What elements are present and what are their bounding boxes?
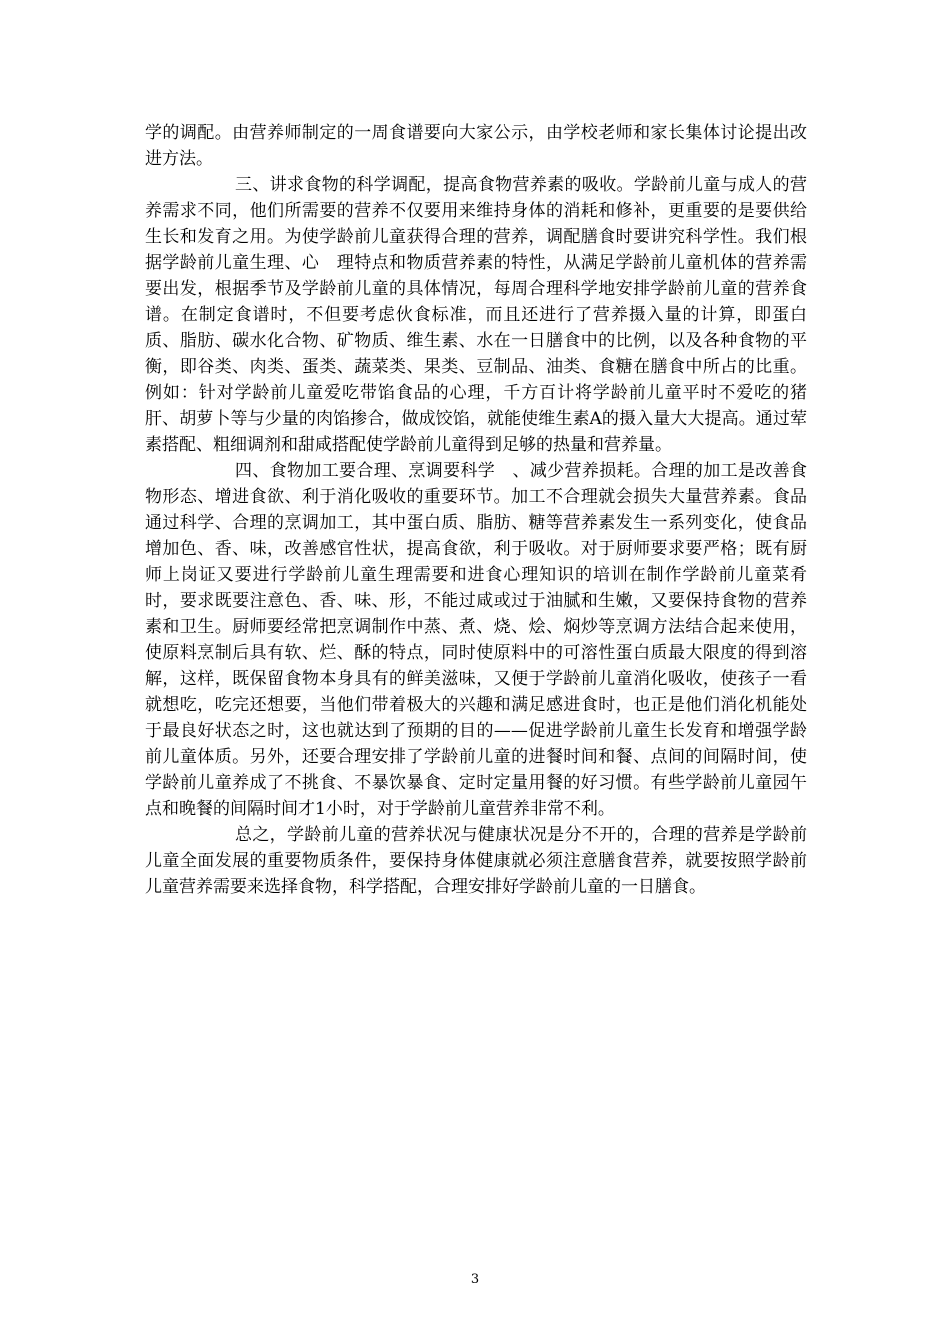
paragraph-section-four: 四、食物加工要合理、烹调要科学 、减少营养损耗。合理的加工是改善食物形态、增进食欲、利于消化吸收的重要环节。加工不合理就会损失大量营养素。食品通过科学、合理的烹调加工，其中蛋白质、脂肪、糖等营养素发生一系列变化，使食品增加色、香、味，改善感官性状，提高食欲，利于吸收。对于厨师要求要严格；既有厨师上岗证又要进行学龄前儿童生理需要和进食心理知识的培训在制作学龄前儿童菜肴时，要求既要注意色、香、味、形，不能过咸或过于油腻和生嫩，又要保持食物的营养素和卫生。厨师要经常把烹调制作中蒸、煮、烧、烩、焖炒等烹调方法结合起来使用，使原料烹制后具有软、烂、酥的特点，同时使原料中的可溶性蛋白质最大限度的得到溶解，这样，既保留食物本身具有的鲜美滋味，又便于学龄前儿童消化吸收，使孩子一看就想吃，吃完还想要，当他们带着极大的兴趣和满足感进食时，也正是他们消化机能处于最良好状态之时，这也就达到了预期的目的——促进学龄前儿童生长发育和增强学龄前儿童体质。另外，还要合理安排了学龄前儿童的进餐时间和餐、点间的间隔时间，使学龄前儿童养成了不挑食、不暴饮暴食、定时定量用餐的好习惯。有些学龄前儿童园午点和晚餐的间隔时间才1小时，对于学龄前儿童营养非常不利。 — [145, 461, 807, 819]
document-body — [145, 120, 807, 900]
paragraph-section-three: 三、讲求食物的科学调配，提高食物营养素的吸收。学龄前儿童与成人的营养需求不同，他们所需要的营养不仅要用来维持身体的消耗和修补，更重要的是要供给生长和发育之用。为使学龄前儿童获得合理的营养，调配膳食时要讲究科学性。我们根据学龄前儿童生理、心 理特点和物质营养素的特性，从满足学龄前儿童机体的营养需要出发，根据季节及学龄前儿童的具体情况，每周合理科学地安排学龄前儿童的营养食谱。在制定食谱时，不但要考虑伙食标准，而且还进行了营养摄入量的计算，即蛋白质、脂肪、碳水化合物、矿物质、维生素、水在一日膳食中的比例，以及各种食物的平衡，即谷类、肉类、蛋类、蔬菜类、果类、豆制品、油类、食糖在膳食中所占的比重。例如：针对学龄前儿童爱吃带馅食品的心理，千方百计将学龄前儿童平时不爱吃的猪肝、胡萝卜等与少量的肉馅掺合，做成饺馅，就能使维生素A的摄入量大大提高。通过荤素搭配、粗细调剂和甜咸搭配使学龄前儿童得到足够的热量和营养量。 — [145, 175, 807, 455]
paragraph-continuation: 学的调配。由营养师制定的一周食谱要向大家公示，由学校老师和家长集体讨论提出改进方法。 — [145, 123, 807, 169]
paragraph-conclusion: 总之，学龄前儿童的营养状况与健康状况是分不开的，合理的营养是学龄前儿童全面发展的重要物质条件，要保持身体健康就必须注意膳食营养，就要按照学龄前儿童营养需要来选择食物，科学搭配，合理安排好学龄前儿童的一日膳食。 — [145, 825, 807, 897]
page-number: 3 — [470, 1272, 480, 1287]
